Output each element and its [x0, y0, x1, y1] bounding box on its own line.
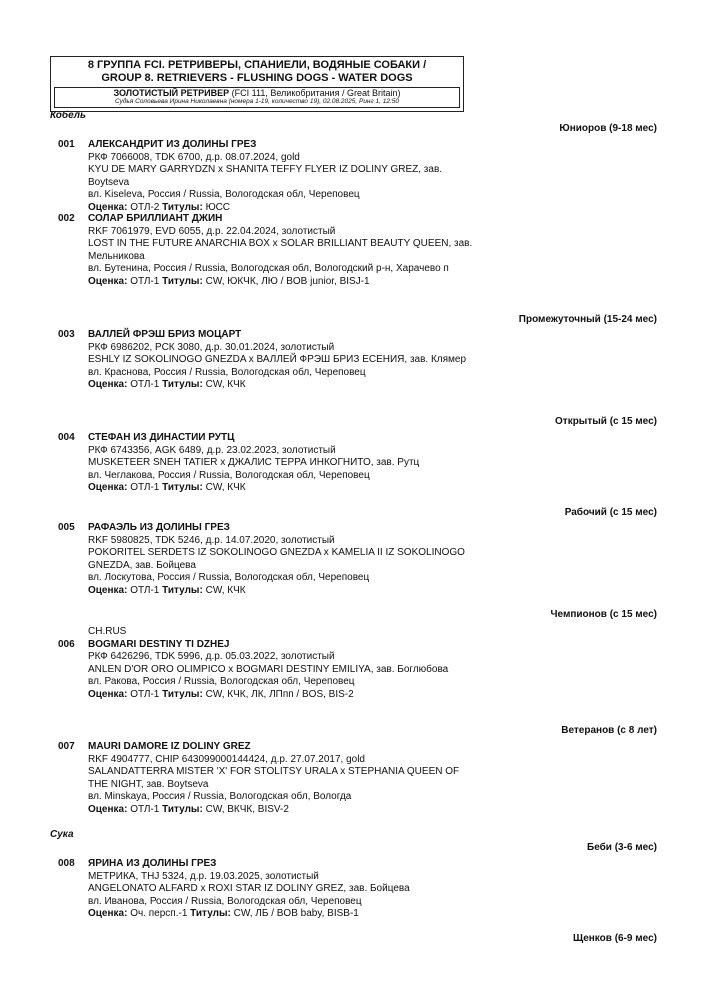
titles-value: CW, КЧК, ЛК, ЛПпп / BOS, BIS-2	[205, 688, 354, 700]
result-line	[88, 379, 478, 392]
grade-value: ОТЛ-1	[130, 688, 160, 700]
pedigree-breeder: LOST IN THE FUTURE ANARCHIA BOX x SOLAR BRILLIANT BEAUTY QUEEN, зав. Мельникова	[88, 238, 473, 262]
registration-info: МЕТРИКА, THJ 5324, д.р. 19.03.2025, золотистый	[88, 870, 319, 882]
grade-value: ОТЛ-2	[130, 201, 160, 213]
catalog-number: 008	[58, 858, 75, 869]
grade-label: Оценка:	[88, 275, 128, 287]
catalog-number: 003	[58, 329, 75, 340]
group-title-ru: 8 ГРУППА FCI. РЕТРИВЕРЫ, СПАНИЕЛИ, ВОДЯНЫЕ СОБАКИ /	[87, 59, 427, 71]
dog-name: MAURI DAMORE IZ DOLINY GREZ	[88, 741, 251, 752]
grade-label: Оценка:	[88, 379, 128, 390]
dog-entry-001	[58, 139, 478, 214]
class-veterans-heading: Ветеранов (с 8 лет)	[561, 725, 657, 736]
titles-value: ЮСС	[205, 201, 231, 213]
class-working-heading: Рабочий (с 15 мес)	[564, 507, 657, 518]
titles-label: Титулы:	[162, 275, 203, 287]
registration-info: РКФ 7066008, TDK 6700, д.р. 08.07.2024, gold	[88, 151, 300, 163]
dog-name: ВАЛЛЕЙ ФРЭШ БРИЗ МОЦАРТ	[88, 329, 242, 340]
catalog-number: 006	[58, 638, 75, 650]
pedigree-breeder: MUSKETEER SNEH TATIER x ДЖАЛИС ТЕРРА ИНКОГНИТО, зав. Рутц	[88, 457, 420, 468]
titles-label: Титулы:	[162, 584, 203, 596]
pedigree-breeder: ANGELONATO ALFARD x ROXI STAR IZ DOLINY GREZ, зав. Бойцева	[88, 883, 410, 894]
group-header-box	[50, 56, 464, 112]
dog-name: BOGMARI DESTINY TI DZHEJ	[88, 638, 230, 650]
dog-name: СОЛАР БРИЛЛИАНТ ДЖИН	[88, 213, 223, 224]
dog-name: АЛЕКСАНДРИТ ИЗ ДОЛИНЫ ГРЕЗ	[88, 139, 257, 150]
titles-label: Титулы:	[162, 803, 203, 815]
grade-label: Оценка:	[88, 908, 128, 919]
pedigree-breeder: POKORITEL SERDETS IZ SOKOLINOGO GNEZDA x KAMELIA II IZ SOKOLINOGO GNEZDA, зав. Бойцева	[88, 547, 465, 571]
breed-name: ЗОЛОТИСТЫЙ РЕТРИВЕР	[113, 88, 230, 98]
titles-value: CW, КЧК	[205, 379, 246, 390]
dog-entry-008	[58, 858, 478, 921]
grade-value: ОТЛ-1	[130, 482, 160, 493]
catalog-number: 001	[58, 139, 75, 150]
dog-name: ЯРИНА ИЗ ДОЛИНЫ ГРЕЗ	[88, 858, 217, 869]
registration-info: RKF 7061979, EVD 6055, д.р. 22.04.2024, золотистый	[88, 225, 336, 237]
breed-info: (FCI 111, Великобритания / Great Britain)	[231, 88, 401, 98]
registration-info: RKF 4904777, CHIP 643099000144424, д.р. 27.07.2017, gold	[88, 753, 365, 765]
result-line	[88, 482, 478, 495]
registration-info: RKF 5980825, TDK 5246, д.р. 14.07.2020, золотистый	[88, 534, 335, 546]
catalog-number: 005	[58, 522, 75, 533]
dog-entry-007	[58, 741, 478, 816]
sex-female-heading: Сука	[50, 829, 74, 840]
catalog-number: 004	[58, 432, 75, 443]
titles-value: CW, КЧК	[205, 584, 246, 596]
class-baby-heading: Беби (3-6 мес)	[587, 842, 657, 853]
titles-value: CW, ВКЧК, BISV-2	[205, 803, 289, 815]
champion-title: CH.RUS	[88, 626, 127, 637]
dog-name: РАФАЭЛЬ ИЗ ДОЛИНЫ ГРЕЗ	[88, 522, 230, 533]
result-line	[88, 804, 478, 817]
grade-label: Оценка:	[88, 584, 128, 596]
titles-label: Титулы:	[162, 482, 203, 493]
dog-entry-006	[58, 626, 478, 701]
grade-label: Оценка:	[88, 201, 128, 213]
class-puppy-heading: Щенков (6-9 мес)	[573, 933, 657, 944]
owner-info: вл. Minskaya, Россия / Russia, Вологодская обл, Вологда	[88, 791, 352, 802]
owner-info: вл. Иванова, Россия / Russia, Вологодская обл, Череповец	[88, 895, 362, 907]
dog-entry-002	[58, 213, 478, 288]
dog-entry-005	[58, 522, 478, 597]
class-intermediate-heading: Промежуточный (15-24 мес)	[518, 314, 657, 325]
owner-info: вл. Kiseleva, Россия / Russia, Вологодская обл, Череповец	[88, 189, 360, 200]
judge-line: Судья Соловьева Ирина Николаевна (номера 1-19, количество 19), 02.08.2025, Ринг 1, 12:50	[114, 98, 400, 105]
grade-label: Оценка:	[88, 688, 128, 700]
dog-entry-004	[58, 432, 478, 495]
grade-value: ОТЛ-1	[130, 803, 160, 815]
titles-value: CW, КЧК	[205, 482, 246, 493]
class-champions-heading: Чемпионов (с 15 мес)	[550, 609, 657, 620]
result-line	[88, 276, 478, 289]
grade-label: Оценка:	[88, 482, 128, 493]
owner-info: вл. Лоскутова, Россия / Russia, Вологодская обл, Череповец	[88, 572, 370, 583]
class-juniors-heading: Юниоров (9-18 мес)	[559, 123, 657, 134]
registration-info: РКФ 6986202, РСК 3080, д.р. 30.01.2024, золотистый	[88, 341, 335, 353]
owner-info: вл. Бутенина, Россия / Russia, Вологодская обл, Вологодский р-н, Харачево п	[88, 263, 449, 274]
catalog-number: 007	[58, 741, 75, 752]
grade-value: ОТЛ-1	[130, 584, 160, 596]
titles-label: Титулы:	[162, 688, 203, 700]
class-open-heading: Открытый (с 15 мес)	[555, 416, 657, 427]
owner-info: вл. Ракова, Россия / Russia, Вологодская обл, Череповец	[88, 676, 355, 687]
titles-value: CW, ЮКЧК, ЛЮ / BOB junior, BISJ-1	[205, 275, 370, 287]
grade-value: Оч. персп.-1	[130, 908, 188, 919]
registration-info: РКФ 6743356, AGK 6489, д.р. 23.02.2023, золотистый	[88, 444, 336, 456]
result-line	[88, 585, 478, 598]
titles-label: Титулы:	[162, 379, 203, 390]
registration-info: РКФ 6426296, TDK 5996, д.р. 05.03.2022, золотистый	[88, 651, 335, 662]
grade-value: ОТЛ-1	[130, 379, 160, 390]
dog-entry-003	[58, 329, 478, 392]
group-title	[51, 57, 463, 87]
titles-value: CW, ЛБ / BOB baby, BISB-1	[233, 908, 359, 919]
pedigree-breeder: KYU DE MARY GARRYDZN x SHANITA TEFFY FLYER IZ DOLINY GREZ, зав. Boytseva	[88, 164, 443, 188]
grade-value: ОТЛ-1	[130, 275, 160, 287]
result-line	[88, 689, 478, 702]
breed-box	[54, 87, 460, 108]
owner-info: вл. Чеглакова, Россия / Russia, Вологодская обл, Череповец	[88, 469, 370, 481]
result-line	[88, 908, 478, 921]
sex-male-heading: Кобель	[50, 110, 86, 121]
grade-label: Оценка:	[88, 803, 128, 815]
owner-info: вл. Краснова, Россия / Russia, Вологодская обл, Череповец	[88, 366, 366, 378]
pedigree-breeder: SALANDATTERRA MISTER 'X' FOR STOLITSY URALA x STEPHANIA QUEEN OF THE NIGHT, зав. Boytseva	[88, 766, 460, 790]
group-title-en: GROUP 8. RETRIEVERS - FLUSHING DOGS - WATER DOGS	[101, 72, 413, 84]
pedigree-breeder: ANLEN D'OR ORO OLIMPICO x BOGMARI DESTINY EMILIYA, зав. Боглюбова	[88, 663, 449, 675]
catalog-number: 002	[58, 213, 75, 224]
dog-name: СТЕФАН ИЗ ДИНАСТИИ РУТЦ	[88, 432, 235, 443]
titles-label: Титулы:	[162, 201, 203, 213]
pedigree-breeder: ESHLY IZ SOKOLINOGO GNEZDA x ВАЛЛЕЙ ФРЭШ БРИЗ ЕСЕНИЯ, зав. Клямер	[88, 354, 467, 365]
titles-label: Титулы:	[190, 908, 231, 919]
